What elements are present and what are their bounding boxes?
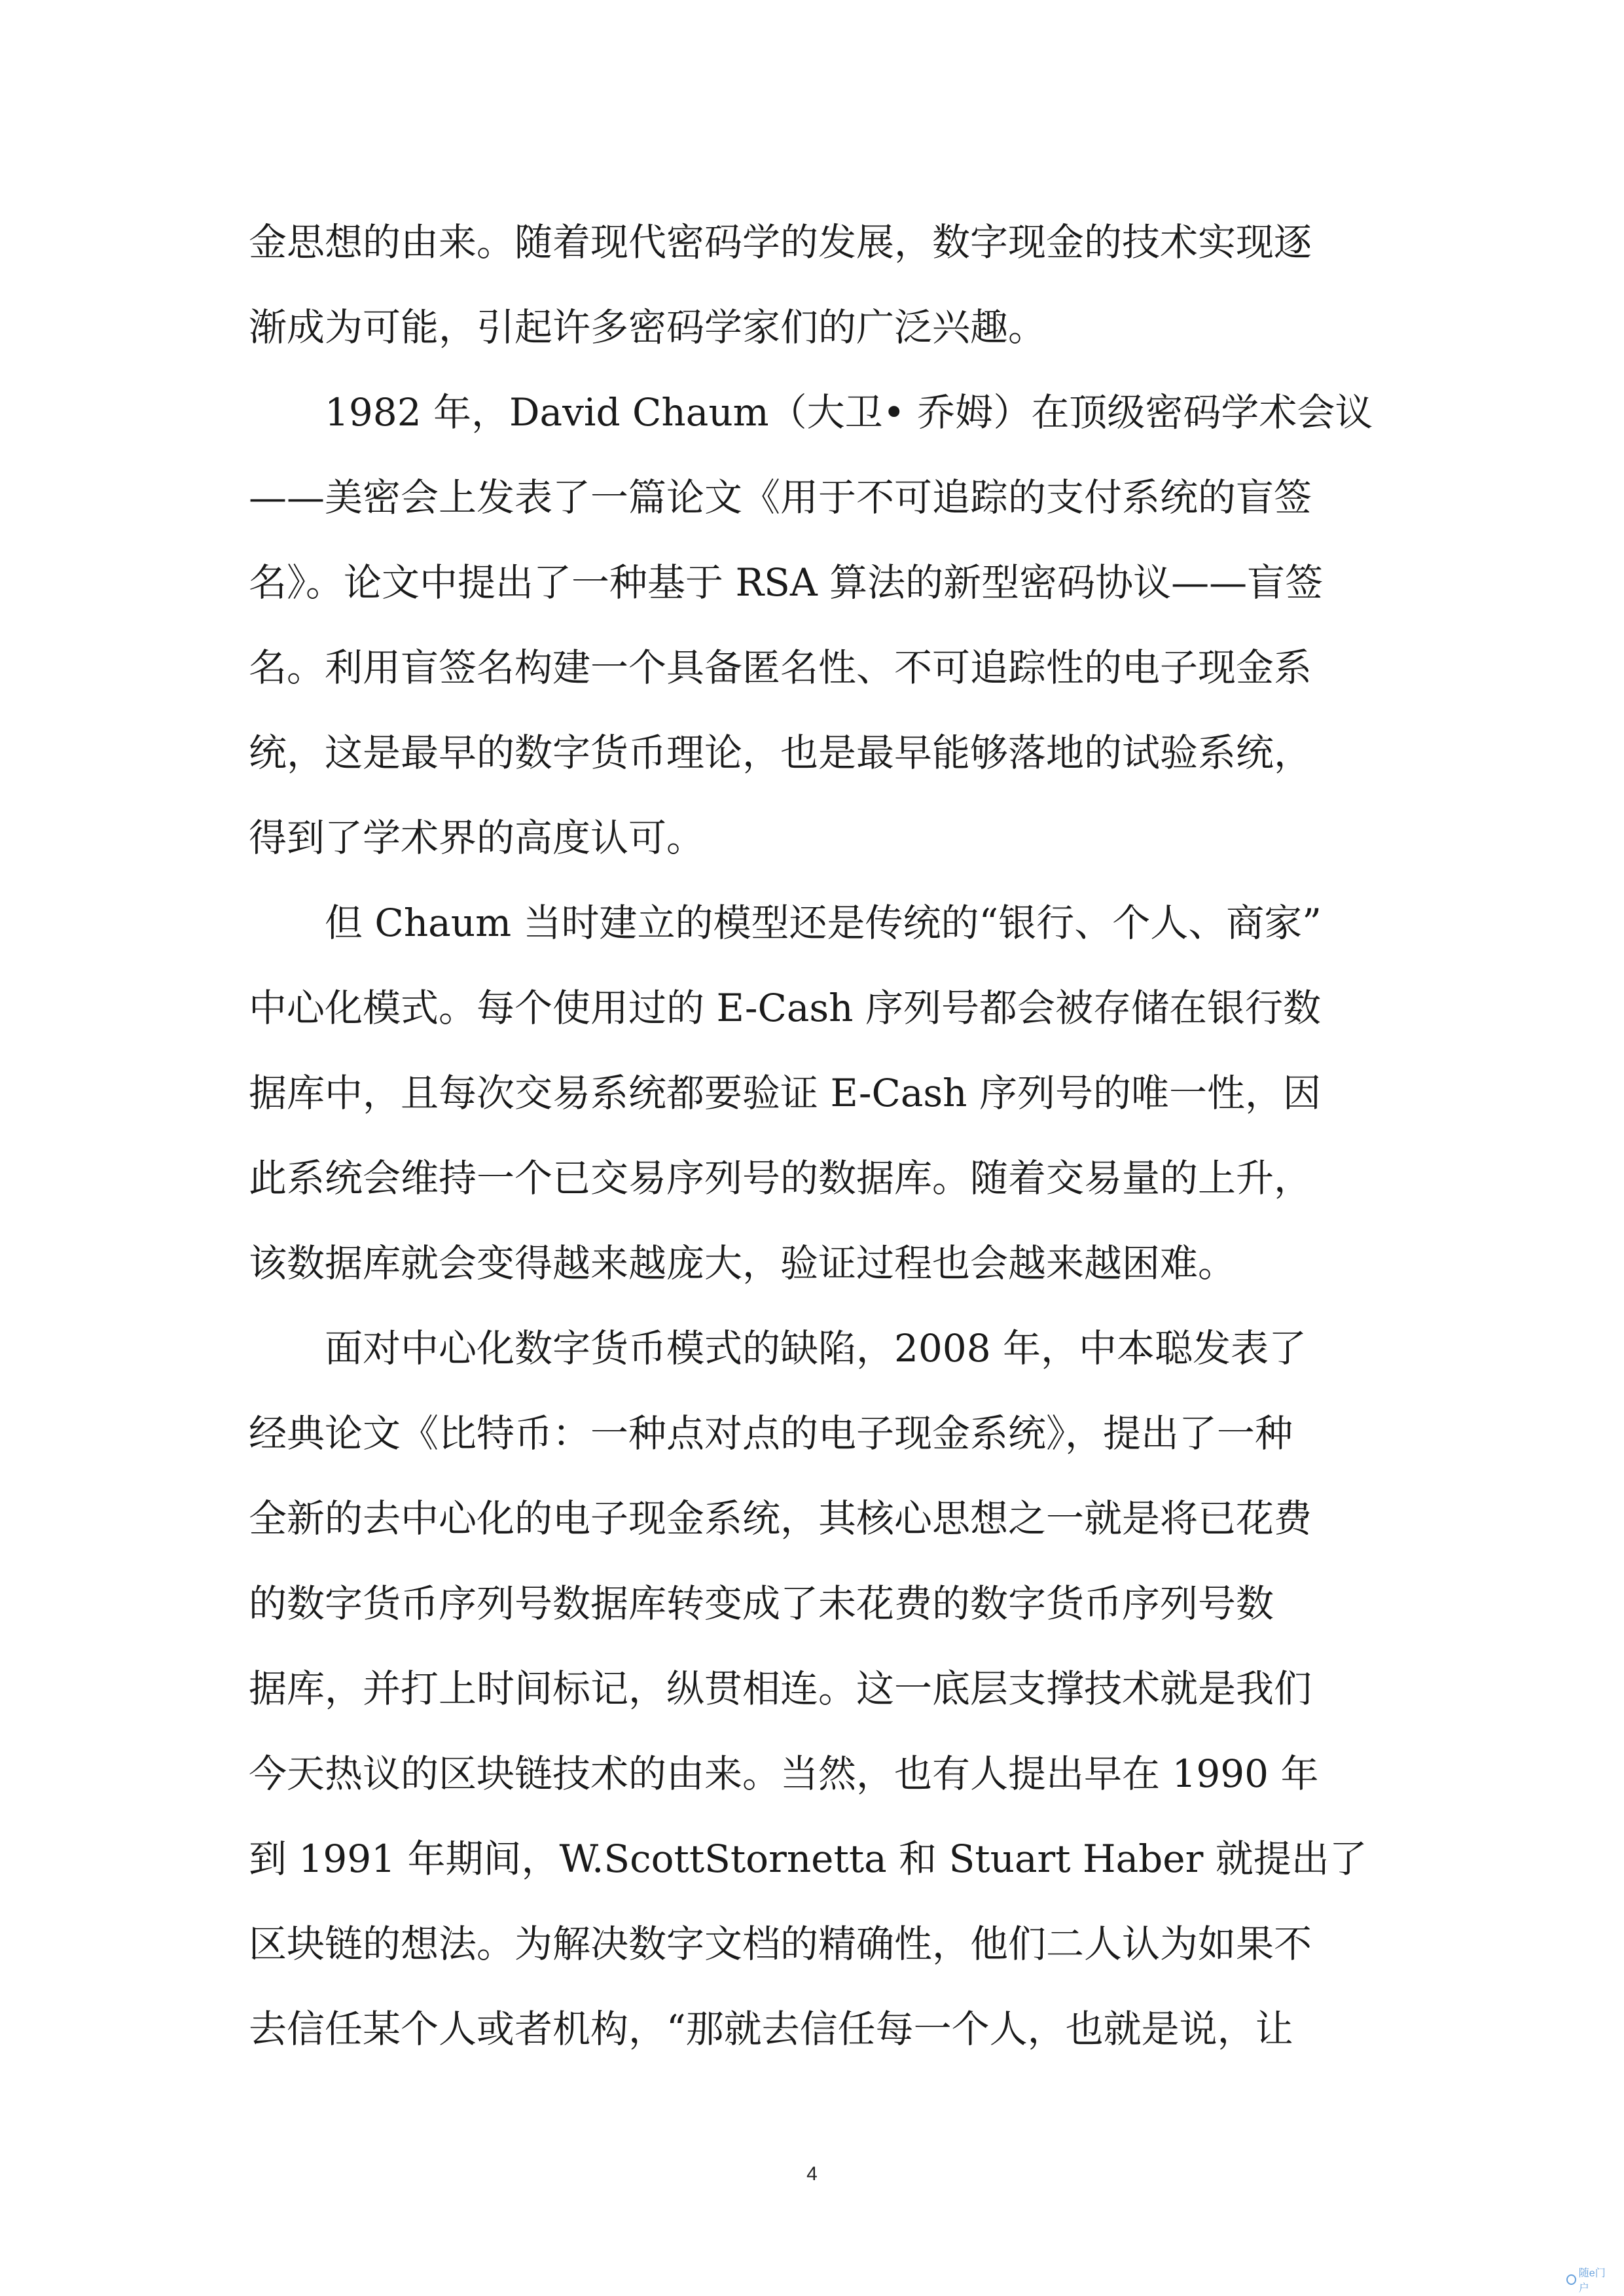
text-line: 据库中，且每次交易系统都要验证 E-Cash 序列号的唯一性，因 (249, 1071, 1321, 1115)
page-number: 4 (806, 2163, 818, 2185)
text-line: 据库，并打上时间标记，纵贯相连。这一底层支撑技术就是我们 (249, 1666, 1312, 1711)
text-line: 面对中心化数字货币模式的缺陷，2008 年，中本聪发表了 (325, 1326, 1307, 1371)
text-line: 渐成为可能，引起许多密码学家们的广泛兴趣。 (249, 305, 1047, 350)
text-line: 的数字货币序列号数据库转变成了未花费的数字货币序列号数 (249, 1581, 1274, 1626)
text-line: 但 Chaum 当时建立的模型还是传统的“银行、个人、商家” (325, 901, 1322, 945)
text-line: 统，这是最早的数字货币理论，也是最早能够落地的试验系统， (249, 730, 1312, 775)
text-line: 此系统会维持一个已交易序列号的数据库。随着交易量的上升， (249, 1156, 1312, 1200)
text-line: 中心化模式。每个使用过的 E-Cash 序列号都会被存储在银行数 (249, 986, 1321, 1030)
watermark-text: 随e门户 (1578, 2268, 1606, 2294)
watermark-logo-icon (1566, 2274, 1576, 2285)
text-line: 今天热议的区块链技术的由来。当然，也有人提出早在 1990 年 (249, 1751, 1319, 1796)
text-line: 该数据库就会变得越来越庞大，验证过程也会越来越困难。 (249, 1241, 1236, 1285)
text-line: 经典论文《比特币：一种点对点的电子现金系统》，提出了一种 (249, 1411, 1293, 1456)
text-line: ——美密会上发表了一篇论文《用于不可追踪的支付系统的盲签 (249, 475, 1312, 520)
text-line: 名。利用盲签名构建一个具备匿名性、不可追踪性的电子现金系 (249, 645, 1312, 690)
text-line: 去信任某个人或者机构，“那就去信任每一个人，也就是说，让 (249, 2007, 1293, 2051)
text-line: 1982 年，David Chaum（大卫• 乔姆）在顶级密码学术会议 (325, 390, 1373, 435)
text-line: 得到了学术界的高度认可。 (249, 816, 705, 860)
watermark (1566, 2268, 1612, 2294)
text-line: 名》。论文中提出了一种基于 RSA 算法的新型密码协议——盲签 (249, 560, 1324, 605)
text-line: 到 1991 年期间，W.ScottStornetta 和 Stuart Haber 就提出了 (249, 1837, 1367, 1881)
text-line: 全新的去中心化的电子现金系统，其核心思想之一就是将已花费 (249, 1496, 1312, 1541)
body-text (249, 200, 1381, 2072)
text-line: 金思想的由来。随着现代密码学的发展，数字现金的技术实现逐 (249, 220, 1312, 264)
text-line: 区块链的想法。为解决数字文档的精确性，他们二人认为如果不 (249, 1922, 1312, 1966)
